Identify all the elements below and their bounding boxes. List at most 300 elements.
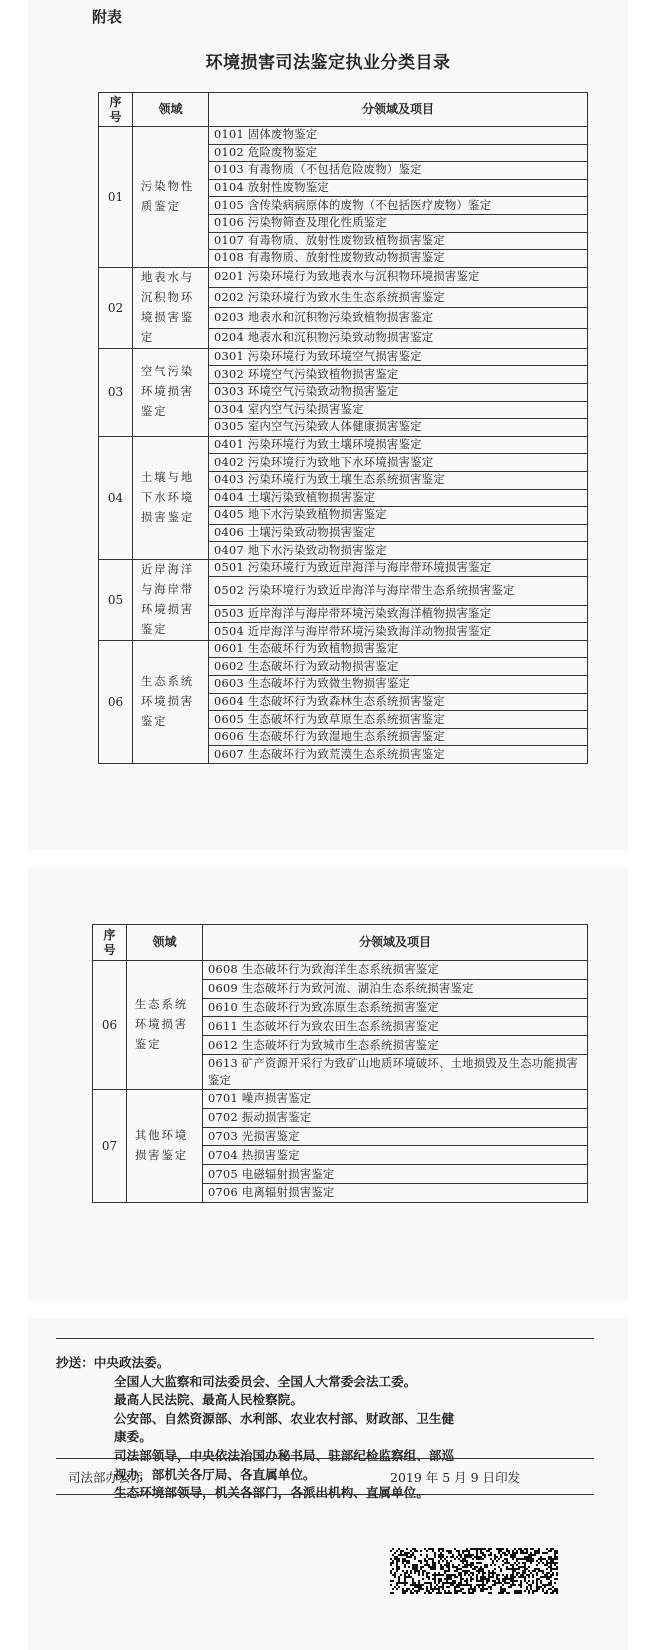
- barcode-module: [466, 1578, 468, 1580]
- barcode-module: [520, 1574, 522, 1576]
- barcode-module: [480, 1548, 482, 1550]
- barcode-module: [550, 1592, 552, 1594]
- barcode-module: [494, 1582, 496, 1584]
- barcode-module: [482, 1572, 484, 1574]
- barcode-module: [462, 1588, 464, 1590]
- barcode-module: [470, 1554, 472, 1556]
- header-domain: 领域: [127, 925, 203, 961]
- barcode-module: [510, 1576, 512, 1578]
- barcode-module: [546, 1584, 548, 1586]
- barcode-module: [476, 1554, 478, 1556]
- table-cell-item: 0201 污染环境行为致地表水与沉积物环境损害鉴定: [209, 267, 588, 287]
- barcode-module: [546, 1560, 548, 1562]
- barcode-module: [426, 1576, 428, 1578]
- barcode-module: [426, 1560, 428, 1562]
- barcode-module: [548, 1582, 550, 1584]
- barcode-module: [534, 1570, 536, 1572]
- barcode-module: [482, 1558, 484, 1560]
- barcode-module: [414, 1568, 416, 1570]
- barcode-module: [512, 1566, 514, 1568]
- barcode-module: [442, 1588, 444, 1590]
- barcode-module: [518, 1548, 520, 1550]
- barcode-module: [430, 1568, 432, 1570]
- barcode-module: [454, 1558, 456, 1560]
- barcode-module: [524, 1590, 526, 1592]
- table-row: [93, 1089, 588, 1108]
- barcode-module: [444, 1572, 446, 1574]
- barcode-module: [546, 1564, 548, 1566]
- barcode-module: [470, 1564, 472, 1566]
- barcode-module: [500, 1556, 502, 1558]
- barcode-module: [444, 1578, 446, 1580]
- table-cell-item: 0101 固体废物鉴定: [209, 127, 588, 145]
- barcode-module: [406, 1552, 408, 1554]
- barcode-module: [432, 1550, 434, 1552]
- barcode-module: [480, 1584, 482, 1586]
- barcode-module: [444, 1592, 446, 1594]
- barcode-module: [398, 1548, 400, 1550]
- barcode-module: [480, 1576, 482, 1578]
- barcode-module: [536, 1560, 538, 1562]
- barcode-module: [518, 1558, 520, 1560]
- barcode-module: [476, 1584, 478, 1586]
- barcode-module: [460, 1554, 462, 1556]
- barcode-module: [526, 1558, 528, 1560]
- barcode-module: [548, 1562, 550, 1564]
- barcode-module: [536, 1586, 538, 1588]
- barcode-module: [464, 1550, 466, 1552]
- barcode-module: [498, 1578, 500, 1580]
- barcode-module: [550, 1574, 552, 1576]
- barcode-module: [500, 1590, 502, 1592]
- barcode-module: [512, 1582, 514, 1584]
- barcode-module: [532, 1582, 534, 1584]
- barcode-module: [426, 1554, 428, 1556]
- barcode-module: [438, 1586, 440, 1588]
- barcode-module: [468, 1554, 470, 1556]
- barcode-module: [460, 1572, 462, 1574]
- barcode-module: [460, 1580, 462, 1582]
- barcode-module: [544, 1586, 546, 1588]
- barcode-module: [454, 1592, 456, 1594]
- barcode-module: [490, 1548, 492, 1550]
- barcode-module: [480, 1552, 482, 1554]
- barcode-module: [494, 1568, 496, 1570]
- barcode-module: [398, 1558, 400, 1560]
- barcode-module: [440, 1548, 442, 1550]
- barcode-module: [456, 1568, 458, 1570]
- group-seq: 05: [99, 559, 133, 640]
- barcode-module: [478, 1562, 480, 1564]
- barcode-module: [424, 1564, 426, 1566]
- barcode-module: [472, 1572, 474, 1574]
- barcode-module: [404, 1592, 406, 1594]
- group-seq: 06: [93, 961, 127, 1090]
- barcode-module: [466, 1572, 468, 1574]
- barcode-module: [390, 1562, 392, 1564]
- barcode-module: [408, 1560, 410, 1562]
- barcode-module: [504, 1576, 506, 1578]
- barcode-module: [512, 1564, 514, 1566]
- barcode-module: [434, 1572, 436, 1574]
- barcode-module: [408, 1552, 410, 1554]
- barcode-module: [454, 1590, 456, 1592]
- barcode-module: [460, 1556, 462, 1558]
- barcode-module: [478, 1580, 480, 1582]
- barcode-module: [464, 1556, 466, 1558]
- table-cell-item: 0407 地下水污染致动物损害鉴定: [209, 542, 588, 560]
- barcode-module: [452, 1554, 454, 1556]
- barcode-module: [506, 1566, 508, 1568]
- barcode-module: [472, 1558, 474, 1560]
- barcode-module: [446, 1586, 448, 1588]
- barcode-module: [550, 1570, 552, 1572]
- barcode-module: [426, 1582, 428, 1584]
- barcode-module: [540, 1576, 542, 1578]
- barcode-module: [456, 1576, 458, 1578]
- barcode-module: [412, 1582, 414, 1584]
- table-cell-item: 0701 噪声损害鉴定: [203, 1089, 588, 1108]
- barcode-module: [396, 1570, 398, 1572]
- barcode-module: [488, 1572, 490, 1574]
- barcode-module: [520, 1566, 522, 1568]
- barcode-module: [414, 1564, 416, 1566]
- barcode-module: [398, 1560, 400, 1562]
- barcode-module: [430, 1566, 432, 1568]
- barcode-module: [556, 1568, 558, 1570]
- barcode-module: [522, 1574, 524, 1576]
- barcode-module: [394, 1556, 396, 1558]
- barcode-module: [432, 1568, 434, 1570]
- barcode-module: [446, 1592, 448, 1594]
- barcode-module: [556, 1556, 558, 1558]
- barcode-module: [506, 1592, 508, 1594]
- barcode-module: [470, 1592, 472, 1594]
- table-cell-item: 0606 生态破坏行为致湿地生态系统损害鉴定: [209, 728, 588, 746]
- barcode-module: [498, 1580, 500, 1582]
- barcode-module: [504, 1580, 506, 1582]
- barcode-module: [510, 1586, 512, 1588]
- barcode-module: [444, 1564, 446, 1566]
- barcode-module: [538, 1588, 540, 1590]
- barcode-module: [420, 1560, 422, 1562]
- barcode-module: [484, 1576, 486, 1578]
- cc-line: 司法部领导，中央依法治国办秘书局、驻部纪检监察组、部巡: [114, 1447, 455, 1463]
- barcode-module: [410, 1572, 412, 1574]
- barcode-module: [516, 1572, 518, 1574]
- barcode-module: [532, 1574, 534, 1576]
- barcode-module: [422, 1578, 424, 1580]
- barcode-module: [412, 1568, 414, 1570]
- barcode-module: [420, 1550, 422, 1552]
- barcode-module: [554, 1578, 556, 1580]
- barcode-module: [538, 1562, 540, 1564]
- barcode-module: [476, 1580, 478, 1582]
- barcode-module: [484, 1554, 486, 1556]
- barcode-module: [426, 1556, 428, 1558]
- barcode-module: [526, 1586, 528, 1588]
- barcode-module: [510, 1564, 512, 1566]
- barcode-module: [516, 1592, 518, 1594]
- barcode-module: [392, 1588, 394, 1590]
- barcode-module: [524, 1564, 526, 1566]
- barcode-module: [412, 1578, 414, 1580]
- table-cell-item: 0104 放射性废物鉴定: [209, 179, 588, 197]
- barcode-module: [454, 1548, 456, 1550]
- barcode-module: [508, 1586, 510, 1588]
- barcode-module: [418, 1586, 420, 1588]
- barcode-module: [536, 1574, 538, 1576]
- header-items: 分领域及项目: [203, 925, 588, 961]
- barcode-module: [430, 1588, 432, 1590]
- barcode-module: [448, 1562, 450, 1564]
- barcode-module: [418, 1560, 420, 1562]
- barcode-module: [552, 1592, 554, 1594]
- barcode-module: [524, 1568, 526, 1570]
- barcode-module: [414, 1566, 416, 1568]
- barcode-module: [438, 1592, 440, 1594]
- barcode-module: [442, 1550, 444, 1552]
- barcode-module: [498, 1574, 500, 1576]
- barcode-module: [548, 1572, 550, 1574]
- barcode-module: [542, 1576, 544, 1578]
- barcode-module: [526, 1560, 528, 1562]
- barcode-module: [552, 1560, 554, 1562]
- barcode-module: [478, 1570, 480, 1572]
- barcode-module: [456, 1570, 458, 1572]
- barcode-module: [398, 1568, 400, 1570]
- barcode-module: [540, 1570, 542, 1572]
- barcode-module: [434, 1578, 436, 1580]
- barcode-module: [510, 1568, 512, 1570]
- barcode-module: [494, 1572, 496, 1574]
- barcode-module: [552, 1590, 554, 1592]
- barcode-module: [420, 1584, 422, 1586]
- barcode-module: [474, 1556, 476, 1558]
- barcode-module: [412, 1552, 414, 1554]
- barcode-module: [462, 1566, 464, 1568]
- barcode-module: [438, 1574, 440, 1576]
- barcode-module: [476, 1570, 478, 1572]
- barcode-module: [512, 1554, 514, 1556]
- barcode-module: [474, 1586, 476, 1588]
- barcode-module: [416, 1550, 418, 1552]
- barcode-module: [460, 1576, 462, 1578]
- barcode-module: [406, 1588, 408, 1590]
- barcode-module: [486, 1550, 488, 1552]
- barcode-module: [548, 1578, 550, 1580]
- barcode-module: [496, 1582, 498, 1584]
- barcode-module: [464, 1564, 466, 1566]
- group-seq: 06: [99, 640, 133, 763]
- barcode-module: [546, 1572, 548, 1574]
- barcode-module: [546, 1590, 548, 1592]
- barcode-module: [436, 1592, 438, 1594]
- barcode-module: [394, 1558, 396, 1560]
- barcode-module: [458, 1584, 460, 1586]
- barcode-module: [438, 1588, 440, 1590]
- barcode-module: [420, 1568, 422, 1570]
- barcode-module: [512, 1556, 514, 1558]
- barcode-module: [546, 1574, 548, 1576]
- barcode-module: [518, 1562, 520, 1564]
- barcode-module: [426, 1590, 428, 1592]
- barcode-module: [422, 1588, 424, 1590]
- barcode-module: [536, 1584, 538, 1586]
- barcode-module: [514, 1584, 516, 1586]
- barcode-module: [410, 1570, 412, 1572]
- barcode-module: [462, 1550, 464, 1552]
- barcode-module: [450, 1560, 452, 1562]
- barcode-module: [484, 1566, 486, 1568]
- barcode-module: [550, 1560, 552, 1562]
- table-cell-item: 0401 污染环境行为致土壤环境损害鉴定: [209, 436, 588, 454]
- barcode-module: [456, 1592, 458, 1594]
- barcode-module: [438, 1556, 440, 1558]
- barcode-module: [502, 1580, 504, 1582]
- barcode-module: [414, 1572, 416, 1574]
- barcode-module: [450, 1550, 452, 1552]
- table-cell-item: 0305 室内空气污染致人体健康损害鉴定: [209, 419, 588, 437]
- barcode-module: [550, 1550, 552, 1552]
- barcode-module: [440, 1586, 442, 1588]
- barcode-module: [536, 1572, 538, 1574]
- barcode-module: [462, 1570, 464, 1572]
- barcode-module: [454, 1576, 456, 1578]
- barcode-module: [428, 1564, 430, 1566]
- barcode-module: [438, 1582, 440, 1584]
- barcode-module: [454, 1588, 456, 1590]
- barcode-module: [460, 1582, 462, 1584]
- barcode-module: [494, 1558, 496, 1560]
- barcode-module: [430, 1582, 432, 1584]
- barcode-module: [392, 1568, 394, 1570]
- barcode-module: [490, 1558, 492, 1560]
- barcode-module: [484, 1556, 486, 1558]
- barcode-module: [422, 1572, 424, 1574]
- barcode-module: [420, 1586, 422, 1588]
- barcode-module: [468, 1550, 470, 1552]
- barcode-module: [498, 1566, 500, 1568]
- barcode-module: [458, 1558, 460, 1560]
- barcode-module: [398, 1578, 400, 1580]
- barcode-module: [512, 1580, 514, 1582]
- barcode-module: [486, 1578, 488, 1580]
- barcode-module: [522, 1552, 524, 1554]
- table-cell-item: 0503 近岸海洋与海岸带环境污染致海洋植物损害鉴定: [209, 605, 588, 623]
- barcode-module: [404, 1552, 406, 1554]
- barcode-module: [416, 1584, 418, 1586]
- barcode-module: [474, 1566, 476, 1568]
- barcode-module: [554, 1590, 556, 1592]
- barcode-module: [428, 1558, 430, 1560]
- barcode-module: [476, 1556, 478, 1558]
- barcode-module: [542, 1552, 544, 1554]
- barcode-module: [450, 1574, 452, 1576]
- barcode-module: [466, 1560, 468, 1562]
- barcode-module: [402, 1558, 404, 1560]
- barcode-module: [394, 1572, 396, 1574]
- barcode-module: [514, 1556, 516, 1558]
- barcode-module: [536, 1568, 538, 1570]
- barcode-module: [512, 1578, 514, 1580]
- barcode-module: [554, 1582, 556, 1584]
- barcode-module: [516, 1590, 518, 1592]
- barcode-module: [510, 1554, 512, 1556]
- barcode-module: [520, 1586, 522, 1588]
- barcode-module: [528, 1576, 530, 1578]
- table-cell-item: 0304 室内空气污染损害鉴定: [209, 401, 588, 419]
- barcode-module: [426, 1562, 428, 1564]
- barcode-module: [438, 1590, 440, 1592]
- barcode-module: [468, 1592, 470, 1594]
- barcode-module: [414, 1550, 416, 1552]
- barcode-module: [524, 1562, 526, 1564]
- barcode-module: [522, 1562, 524, 1564]
- barcode-module: [548, 1584, 550, 1586]
- barcode-module: [512, 1584, 514, 1586]
- table-cell-item: 0403 污染环境行为致土壤生态系统损害鉴定: [209, 471, 588, 489]
- barcode-module: [448, 1568, 450, 1570]
- barcode-module: [400, 1552, 402, 1554]
- barcode-module: [434, 1574, 436, 1576]
- barcode-module: [392, 1548, 394, 1550]
- barcode-module: [464, 1560, 466, 1562]
- barcode-module: [424, 1592, 426, 1594]
- barcode-module: [490, 1564, 492, 1566]
- barcode-module: [488, 1550, 490, 1552]
- barcode-module: [544, 1584, 546, 1586]
- barcode-module: [532, 1548, 534, 1550]
- barcode-module: [428, 1572, 430, 1574]
- barcode-module: [410, 1590, 412, 1592]
- barcode-module: [448, 1576, 450, 1578]
- barcode-module: [496, 1548, 498, 1550]
- barcode-module: [408, 1588, 410, 1590]
- barcode-module: [526, 1588, 528, 1590]
- barcode-module: [520, 1592, 522, 1594]
- barcode-module: [432, 1574, 434, 1576]
- classification-table-page-1: [98, 92, 588, 764]
- barcode-module: [512, 1558, 514, 1560]
- barcode-module: [528, 1560, 530, 1562]
- barcode-module: [508, 1578, 510, 1580]
- barcode-module: [404, 1576, 406, 1578]
- barcode-module: [528, 1584, 530, 1586]
- barcode-module: [480, 1590, 482, 1592]
- barcode-module: [462, 1578, 464, 1580]
- table-cell-item: 0502 污染环境行为致近岸海洋与海岸带生态系统损害鉴定: [209, 577, 588, 605]
- barcode-module: [482, 1586, 484, 1588]
- barcode-module: [412, 1564, 414, 1566]
- barcode-module: [438, 1580, 440, 1582]
- barcode-module: [534, 1550, 536, 1552]
- barcode-module: [390, 1584, 392, 1586]
- barcode-module: [542, 1572, 544, 1574]
- barcode-module: [466, 1556, 468, 1558]
- barcode-module: [500, 1554, 502, 1556]
- barcode-module: [402, 1588, 404, 1590]
- barcode-module: [444, 1558, 446, 1560]
- barcode-module: [478, 1556, 480, 1558]
- barcode-module: [398, 1580, 400, 1582]
- barcode-module: [406, 1570, 408, 1572]
- barcode-module: [398, 1586, 400, 1588]
- table-row: [99, 436, 588, 454]
- barcode-module: [442, 1584, 444, 1586]
- barcode-module: [502, 1592, 504, 1594]
- table-cell-item: 0609 生态破坏行为致河流、湖泊生态系统损害鉴定: [203, 979, 588, 998]
